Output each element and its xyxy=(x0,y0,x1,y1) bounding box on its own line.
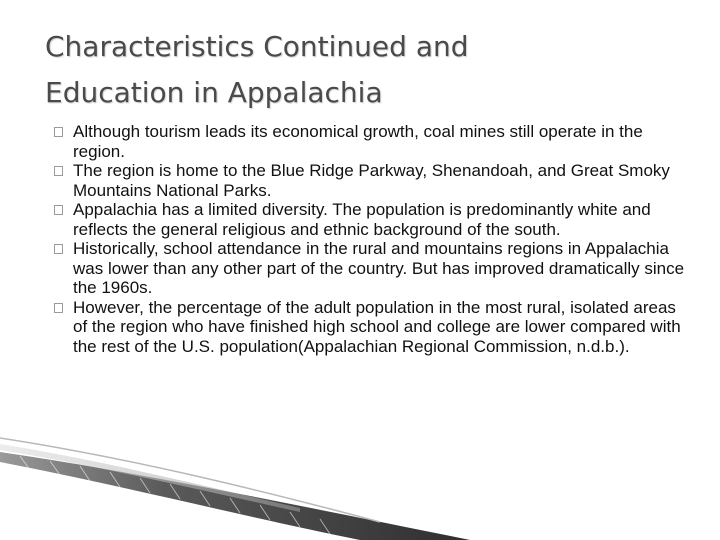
bullet-item xyxy=(54,239,694,298)
checkbox-bullet-icon xyxy=(54,127,63,137)
bullet-item xyxy=(54,200,694,239)
bullet-text: Historically, school attendance in the rural and mountains regions in Appalachia was lower than any other part of the country. But has improved dramatically since the 1960s. xyxy=(73,239,685,297)
slide-title xyxy=(45,24,685,116)
bullet-text: Appalachia has a limited diversity. The population is predominantly white and reflects the general religious and ethnic background of the south. xyxy=(73,200,651,239)
bullet-item xyxy=(54,298,694,357)
bullet-item xyxy=(54,122,694,161)
bullet-list xyxy=(54,122,694,356)
bullet-text: The region is home to the Blue Ridge Parkway, Shenandoah, and Great Smoky Mountains National Parks. xyxy=(73,161,670,200)
checkbox-bullet-icon xyxy=(54,244,63,254)
decorative-swoosh xyxy=(0,430,720,540)
title-line-1: Characteristics Continued and xyxy=(45,30,469,63)
checkbox-bullet-icon xyxy=(54,166,63,176)
bullet-text: Although tourism leads its economical growth, coal mines still operate in the region. xyxy=(73,122,643,161)
bullet-text: However, the percentage of the adult population in the most rural, isolated areas of the region who have finished high school and college are lower compared with the rest of the U.S. population(Appalachian Regional Commission, n.d.b.). xyxy=(73,297,681,356)
bullet-item xyxy=(54,161,694,200)
checkbox-bullet-icon xyxy=(54,205,63,215)
title-line-2: Education in Appalachia xyxy=(45,76,383,109)
checkbox-bullet-icon xyxy=(54,303,63,313)
